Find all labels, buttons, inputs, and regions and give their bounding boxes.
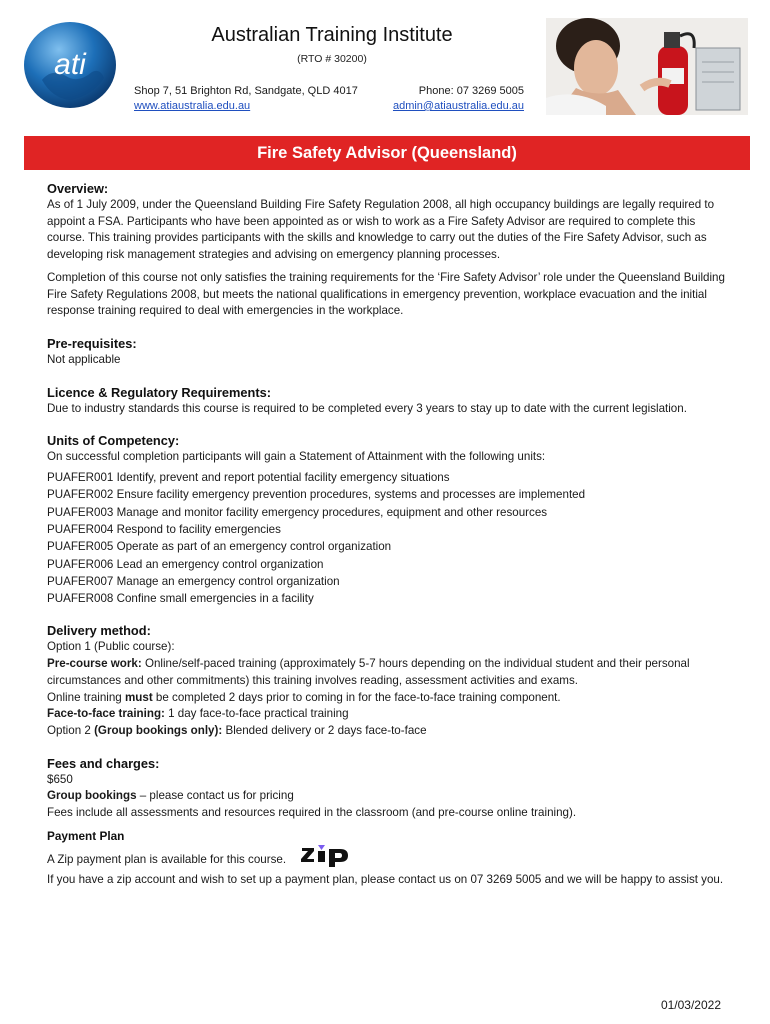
online-must: must <box>124 690 153 704</box>
f2f-text: 1 day face-to-face practical training <box>164 707 349 721</box>
option2-prefix: Option 2 <box>47 723 95 737</box>
website-link[interactable]: www.atiaustralia.edu.au <box>134 100 251 112</box>
delivery-heading: Delivery method: <box>47 623 151 639</box>
unit-item: PUAFER004 Respond to facility emergencies <box>47 522 281 536</box>
zip-logo-text: zip <box>294 844 296 846</box>
prereq-heading: Pre-requisites: <box>47 335 137 351</box>
logo-text: ati <box>54 48 86 81</box>
group-label: Group bookings <box>47 789 137 803</box>
fees-heading: Fees and charges: <box>47 755 160 771</box>
overview-paragraph-1: As of 1 July 2009, under the Queensland Building Fire Safety Regulation 2008, all high occupancy buildings are legally required to appoint a FSA. Participants who have been appointed as or wish to work as a Fire Safety Advisor are required to complete this course. This training provides participants with the skills and knowledge to carry out the duties of the Fire Safety Advisor, such as developing risk management strategies and advising on emergency planning processes. <box>47 198 715 262</box>
fee-price: $650 <box>47 772 73 786</box>
online-suffix: be completed 2 days prior to coming in for the face-to-face training component. <box>152 690 561 704</box>
fees-includes: Fees include all assessments and resources required in the classroom (and pre-course online training). <box>47 806 577 820</box>
zip-contact: If you have a zip account and wish to set up a payment plan, please contact us on 07 3269 5005 and we will be happy to assist you. <box>47 873 724 887</box>
phone: Phone: 07 3269 5005 <box>418 85 524 97</box>
unit-item: PUAFER006 Lead an emergency control organization <box>47 557 324 571</box>
face-to-face <box>47 706 727 723</box>
licence-heading: Licence & Regulatory Requirements: <box>47 384 272 400</box>
course-title-banner: Fire Safety Advisor (Queensland) <box>24 136 750 170</box>
overview-heading: Overview: <box>47 181 109 196</box>
prereq-text: Not applicable <box>47 352 121 366</box>
unit-item: PUAFER002 Ensure facility emergency prevention procedures, systems and processes are implemented <box>47 488 586 502</box>
zip-text: A Zip payment plan is available for this course. <box>47 852 287 866</box>
unit-item: PUAFER005 Operate as part of an emergency control organization <box>47 540 392 554</box>
rto-number: (RTO # 30200) <box>297 53 367 65</box>
address: Shop 7, 51 Brighton Rd, Sandgate, QLD 4017 <box>134 85 358 97</box>
email-link[interactable]: admin@atiaustralia.edu.au <box>392 100 524 112</box>
unit-item: PUAFER003 Manage and monitor facility emergency procedures, equipment and other resources <box>47 505 548 519</box>
units-intro: On successful completion participants will gain a Statement of Attainment with the following units: <box>47 450 546 464</box>
units-heading: Units of Competency: <box>47 433 180 449</box>
precourse-label: Pre-course work: <box>47 657 142 671</box>
payment-heading: Payment Plan <box>47 828 125 843</box>
header-photo <box>546 18 748 115</box>
group-text: – please contact us for pricing <box>136 789 294 803</box>
f2f-label: Face-to-face training: <box>47 707 165 721</box>
option2-text: Blended delivery or 2 days face-to-face <box>222 723 427 737</box>
ati-logo <box>22 20 118 110</box>
address-block <box>134 84 358 114</box>
precourse-work <box>47 656 727 689</box>
document-date: 01/03/2022 <box>660 998 721 1012</box>
course-content <box>47 180 727 889</box>
unit-item: PUAFER001 Identify, prevent and report potential facility emergency situations <box>47 471 450 485</box>
delivery-option-2 <box>47 723 727 740</box>
licence-text: Due to industry standards this course is required to be completed every 3 years to stay up to date with the current legislation. <box>47 401 687 415</box>
unit-item: PUAFER007 Manage an emergency control organization <box>47 574 340 588</box>
overview-paragraph-2: Completion of this course not only satisfies the training requirements for the ‘Fire Safety Advisor’ role under the Queensland Building Fire Safety Regulations 2008, but meets the national qualifications in emergency prevention, workplace evacuation and the initial response training required to deal with emergencies in the workplace. <box>47 270 725 318</box>
online-prefix: Online training <box>47 690 125 704</box>
option2-bold: (Group bookings only): <box>94 723 223 737</box>
group-bookings <box>47 788 727 805</box>
zip-logo <box>294 845 352 873</box>
zip-line <box>47 845 727 873</box>
delivery-option-1: Option 1 (Public course): <box>47 640 175 654</box>
unit-item: PUAFER008 Confine small emergencies in a facility <box>47 592 314 606</box>
online-training <box>47 690 727 707</box>
institute-name: Australian Training Institute <box>211 24 453 46</box>
contact-block <box>393 84 524 114</box>
precourse-text: Online/self-paced training (approximately 5-7 hours depending on the individual student and their personal circumstances and other commitments) this training involves reading, assessment activities and exams. <box>47 657 690 687</box>
